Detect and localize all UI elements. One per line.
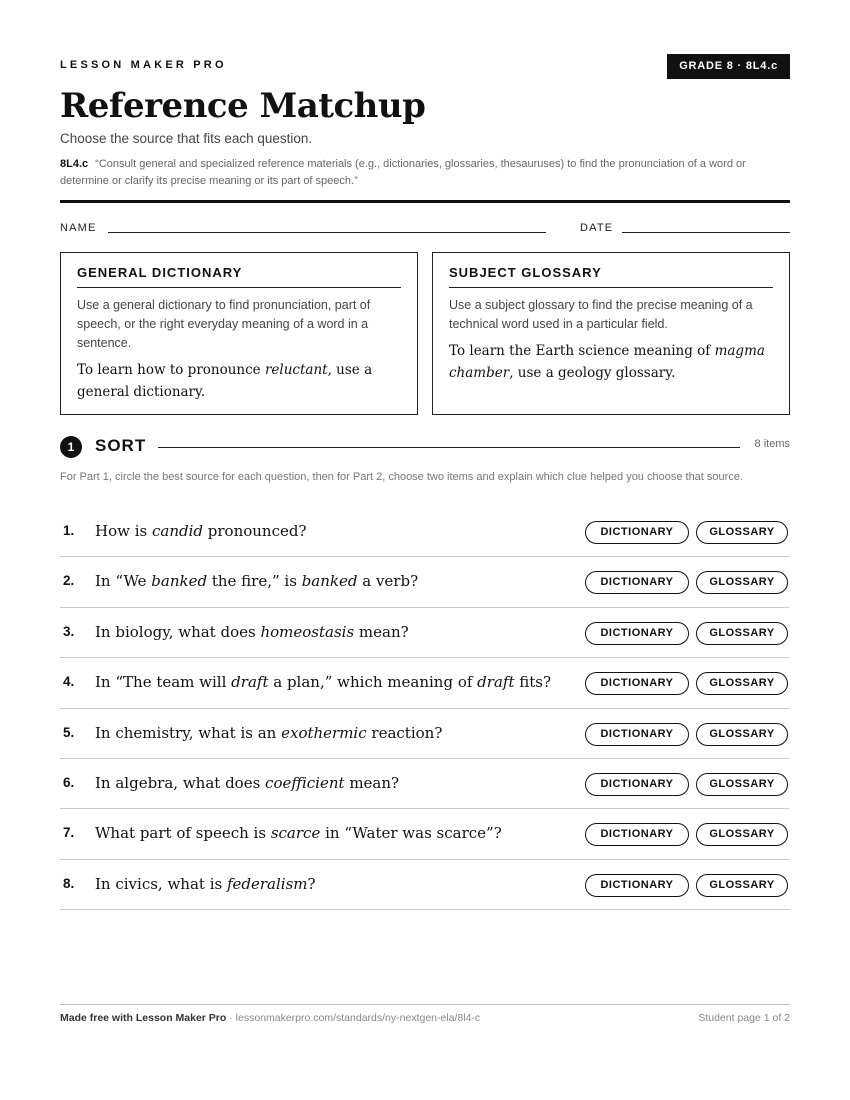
card-body: Use a subject glossary to find the precise meaning of a technical word used in a particular field. <box>449 298 753 331</box>
standard-text: “Consult general and specialized reference materials (e.g., dictionaries, glossaries, thesauruses) to find the pronunciation of a word or determine or clarify its precise meaning or its part of speech.” <box>60 158 746 187</box>
question-text: In civics, what is federalism? <box>95 874 316 893</box>
dictionary-choice[interactable]: DICTIONARY <box>585 571 689 594</box>
card-title: GENERAL DICTIONARY <box>77 265 401 288</box>
question-row <box>60 809 790 859</box>
question-number: 6. <box>63 774 75 790</box>
question-row <box>60 658 790 708</box>
section-divider <box>158 447 740 448</box>
dictionary-choice[interactable]: DICTIONARY <box>585 521 689 544</box>
dictionary-choice[interactable]: DICTIONARY <box>585 823 689 846</box>
dictionary-choice[interactable]: DICTIONARY <box>585 723 689 746</box>
standard-description <box>60 156 790 190</box>
footer-credit <box>60 1012 480 1024</box>
glossary-choice[interactable]: GLOSSARY <box>696 723 788 746</box>
question-text: In biology, what does homeostasis mean? <box>95 622 409 641</box>
standard-code: 8L4.c <box>60 158 89 170</box>
question-text: What part of speech is scarce in “Water was scarce”? <box>95 824 502 843</box>
question-row <box>60 608 790 658</box>
worksheet-page <box>60 0 790 1100</box>
glossary-choice[interactable]: GLOSSARY <box>696 874 788 897</box>
dictionary-choice[interactable]: DICTIONARY <box>585 874 689 897</box>
question-number: 2. <box>63 573 75 589</box>
name-field[interactable] <box>108 232 546 233</box>
card-title: SUBJECT GLOSSARY <box>449 265 773 288</box>
footer-divider <box>60 1004 790 1005</box>
question-list <box>60 507 790 910</box>
question-text: In algebra, what does coefficient mean? <box>95 773 400 792</box>
question-text: In chemistry, what is an exothermic reaction? <box>95 723 443 742</box>
question-number: 7. <box>63 825 75 841</box>
card-example: To learn the Earth science meaning of magma chamber, use a geology glossary. <box>449 343 765 381</box>
question-number: 3. <box>63 623 75 639</box>
question-row <box>60 860 790 910</box>
glossary-choice[interactable]: GLOSSARY <box>696 773 788 796</box>
date-label: DATE <box>580 222 614 234</box>
question-number: 8. <box>63 875 75 891</box>
question-text: In “We banked the fire,” is banked a verb? <box>95 572 419 591</box>
reference-cards <box>60 252 790 415</box>
dictionary-choice[interactable]: DICTIONARY <box>585 622 689 645</box>
question-text: How is candid pronounced? <box>95 522 307 540</box>
name-label: NAME <box>60 222 97 234</box>
question-number: 1. <box>63 523 75 538</box>
footer-url[interactable]: · lessonmakerpro.com/standards/ny-nextgen-ela/8l4-c <box>226 1012 481 1024</box>
page-title: Reference Matchup <box>60 86 426 126</box>
question-row <box>60 709 790 759</box>
dictionary-choice[interactable]: DICTIONARY <box>585 773 689 796</box>
glossary-choice[interactable]: GLOSSARY <box>696 672 788 695</box>
section-number-badge: 1 <box>60 436 82 458</box>
question-number: 4. <box>63 674 75 690</box>
footer-made-with: Made free with Lesson Maker Pro <box>60 1012 227 1024</box>
brand-name: LESSON MAKER PRO <box>60 59 227 71</box>
header <box>60 54 790 80</box>
question-row <box>60 507 790 557</box>
card-example: To learn how to pronounce reluctant, use a general dictionary. <box>77 362 373 400</box>
question-number: 5. <box>63 724 75 740</box>
grade-badge: GRADE 8 · 8L4.c <box>667 54 790 79</box>
glossary-choice[interactable]: GLOSSARY <box>696 622 788 645</box>
page-indicator: Student page 1 of 2 <box>698 1012 790 1024</box>
divider <box>60 200 790 203</box>
question-row <box>60 557 790 607</box>
item-count: 8 items <box>754 438 790 450</box>
instructions: For Part 1, circle the best source for each question, then for Part 2, choose two items and explain which clue helped you choose that source. <box>60 471 743 483</box>
card-body: Use a general dictionary to find pronunciation, part of speech, or the right everyday meaning of a word in a sentence. <box>77 298 371 350</box>
date-field[interactable] <box>622 232 790 233</box>
glossary-choice[interactable]: GLOSSARY <box>696 823 788 846</box>
question-row <box>60 759 790 809</box>
question-text: In “The team will draft a plan,” which meaning of draft fits? <box>95 673 552 692</box>
dictionary-choice[interactable]: DICTIONARY <box>585 672 689 695</box>
subject-glossary-card <box>432 252 790 415</box>
glossary-choice[interactable]: GLOSSARY <box>696 521 788 544</box>
section-title: SORT <box>95 436 147 455</box>
glossary-choice[interactable]: GLOSSARY <box>696 571 788 594</box>
general-dictionary-card <box>60 252 418 415</box>
section-header <box>60 434 790 458</box>
name-date-row <box>60 222 790 238</box>
page-subtitle: Choose the source that fits each question. <box>60 131 313 146</box>
